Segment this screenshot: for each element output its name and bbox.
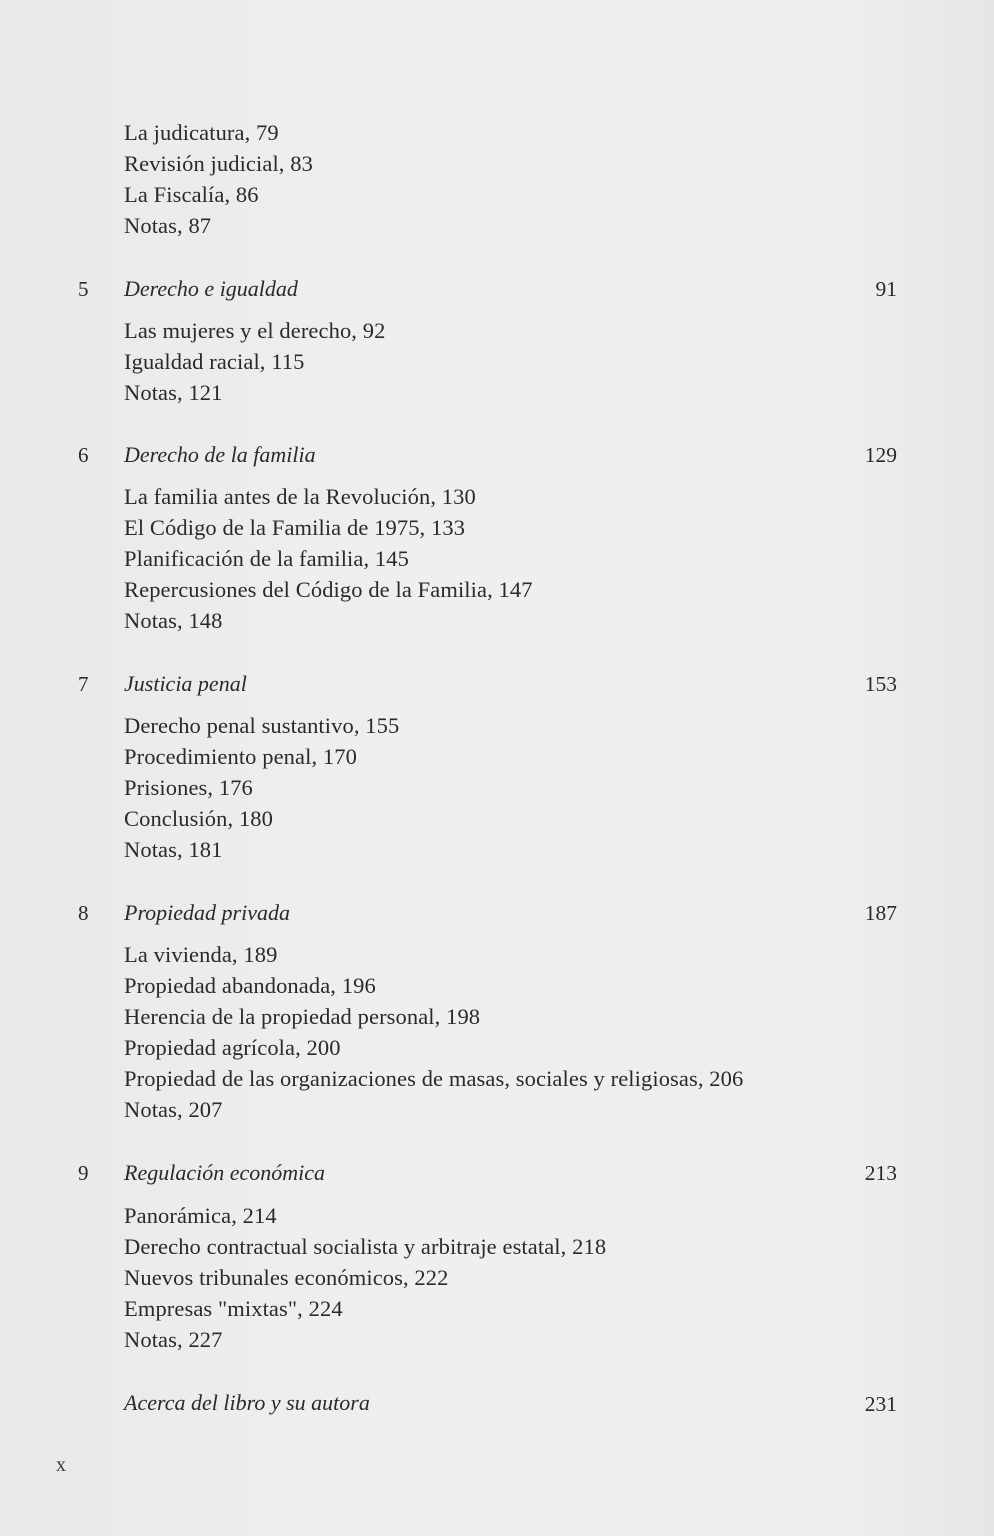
toc-entry: La familia antes de la Revolución, 130: [124, 484, 476, 509]
toc-entry: Propiedad agrícola, 200: [124, 1035, 341, 1060]
toc-entry: Nuevos tribunales económicos, 222: [124, 1265, 449, 1290]
toc-entry: Empresas "mixtas", 224: [124, 1296, 343, 1321]
chapter-number: 9: [78, 1161, 89, 1185]
chapter-page: 213: [864, 1161, 897, 1185]
toc-entry: Conclusión, 180: [124, 806, 274, 831]
chapter-number: 8: [78, 901, 89, 925]
toc-entry: Notas, 87: [124, 213, 212, 238]
chapter-number: 6: [78, 443, 89, 467]
toc-entry: Notas, 207: [124, 1097, 223, 1122]
toc-entry: Igualdad racial, 115: [124, 349, 305, 374]
toc-entry: Notas, 181: [124, 837, 223, 862]
toc-entry: Derecho penal sustantivo, 155: [124, 713, 400, 738]
folio-page-number: x: [56, 1454, 66, 1476]
toc-entry: Derecho contractual socialista y arbitraje estatal, 218: [124, 1234, 607, 1259]
toc-entry: Planificación de la familia, 145: [124, 546, 409, 571]
toc-entry: Repercusiones del Código de la Familia, 147: [124, 577, 533, 602]
chapter-title: Justicia penal: [124, 671, 247, 696]
toc-entry: Panorámica, 214: [124, 1203, 277, 1228]
chapter-title: Propiedad privada: [124, 900, 290, 925]
chapter-number: 5: [78, 277, 89, 301]
toc-entry: Propiedad de las organizaciones de masas, sociales y religiosas, 206: [124, 1066, 744, 1091]
chapter-title: Derecho de la familia: [124, 442, 316, 467]
toc-entry: Revisión judicial, 83: [124, 151, 313, 176]
toc-entry: La Fiscalía, 86: [124, 182, 259, 207]
toc-entry: La vivienda, 189: [124, 942, 278, 967]
toc-entry: Las mujeres y el derecho, 92: [124, 318, 386, 343]
toc-entry: Propiedad abandonada, 196: [124, 973, 376, 998]
chapter-page: 129: [864, 443, 897, 467]
chapter-title: Regulación económica: [124, 1160, 325, 1185]
chapter-page: 153: [864, 672, 897, 696]
toc-entry: El Código de la Familia de 1975, 133: [124, 515, 466, 540]
toc-entry: La judicatura, 79: [124, 120, 279, 145]
chapter-page: 91: [875, 277, 897, 301]
toc-entry: Prisiones, 176: [124, 775, 253, 800]
back-matter-title: Acerca del libro y su autora: [124, 1390, 370, 1415]
toc-entry: Notas, 121: [124, 380, 223, 405]
toc-entry: Procedimiento penal, 170: [124, 744, 357, 769]
back-matter-page: 231: [864, 1392, 897, 1416]
toc-entry: Notas, 148: [124, 608, 223, 633]
toc-entry: Herencia de la propiedad personal, 198: [124, 1004, 481, 1029]
chapter-title: Derecho e igualdad: [124, 276, 298, 301]
chapter-number: 7: [78, 672, 89, 696]
toc-entry: Notas, 227: [124, 1327, 223, 1352]
chapter-page: 187: [864, 901, 897, 925]
